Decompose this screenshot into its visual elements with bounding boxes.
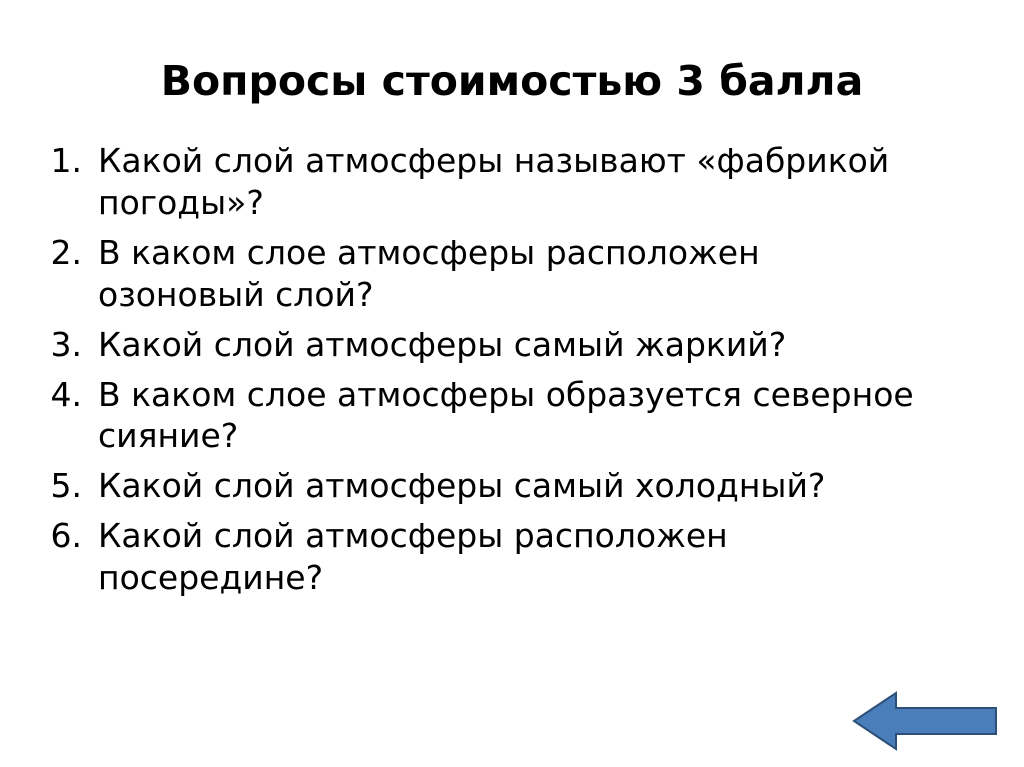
- page-title: Вопросы стоимостью 3 балла: [160, 57, 864, 105]
- list-item-number: 5.: [50, 466, 82, 506]
- list-item-text: В каком слое атмосферы образуется северное сияние?: [98, 374, 914, 456]
- list-item-number: 6.: [50, 516, 82, 556]
- list-item-number: 4.: [50, 374, 82, 414]
- list-item-number: 1.: [50, 141, 82, 180]
- list-item-text: Какой слой атмосферы называют «фабрикой погоды»?: [98, 141, 890, 222]
- list-item: [46, 465, 976, 507]
- list-item: [46, 374, 976, 458]
- list-item-text: Какой слой атмосферы самый холодный?: [98, 466, 826, 506]
- question-list: [46, 140, 976, 607]
- back-button[interactable]: [852, 687, 998, 755]
- list-item-text: Какой слой атмосферы самый жаркий?: [98, 324, 787, 364]
- list-item-text: В каком слое атмосферы расположен озоновый слой?: [98, 232, 760, 314]
- list-item: [46, 140, 976, 224]
- list-item-text: Какой слой атмосферы расположен посередине?: [98, 516, 728, 598]
- list-item-number: 3.: [50, 324, 82, 364]
- list-item: [46, 232, 976, 316]
- list-item: [46, 515, 976, 599]
- list-item-number: 2.: [50, 232, 82, 272]
- left-arrow-icon[interactable]: [852, 687, 998, 755]
- list-item: [46, 324, 976, 366]
